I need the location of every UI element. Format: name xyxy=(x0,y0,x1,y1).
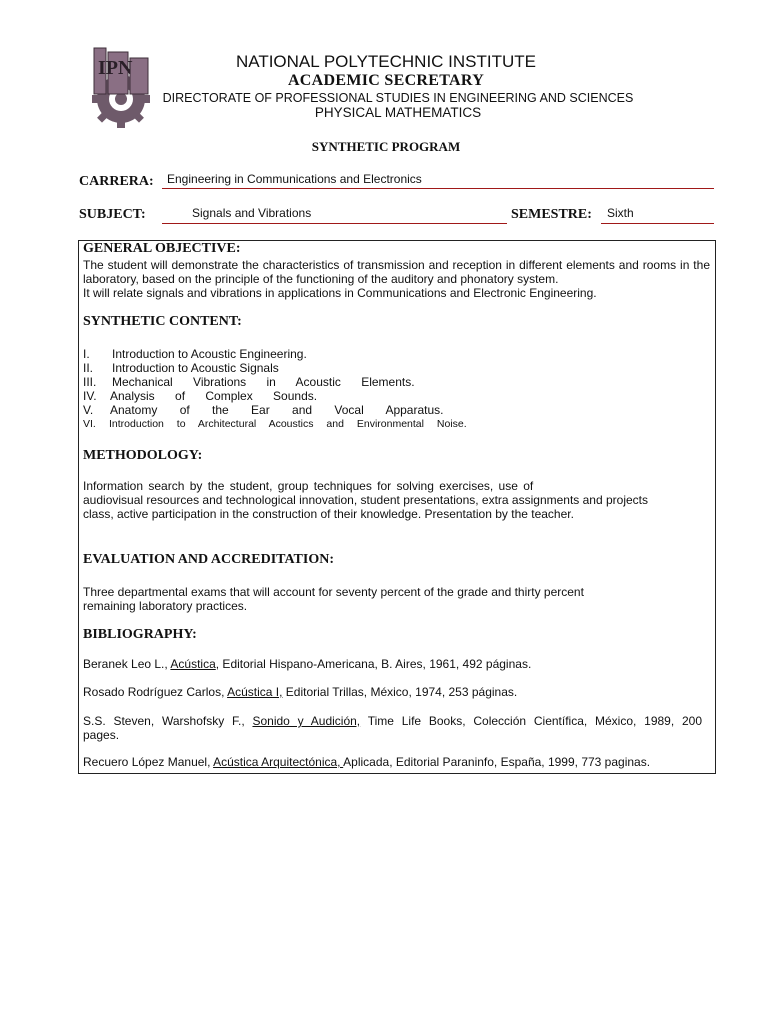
bibliography-entry xyxy=(83,755,650,769)
subject-value: Signals and Vibrations xyxy=(192,206,312,220)
content-item-number: I. xyxy=(83,347,90,361)
content-item-number: V. xyxy=(83,403,94,417)
semester-value: Sixth xyxy=(607,206,634,220)
logo-lettering: IPN xyxy=(98,57,133,79)
evaluation-line: remaining laboratory practices. xyxy=(83,599,248,613)
general-objective-line: The student will demonstrate the characteristics of transmission and reception in different elements and rooms in the xyxy=(83,258,710,272)
bibliography-entry xyxy=(83,714,702,728)
content-item-text: Mechanical Vibrations in Acoustic Elements. xyxy=(112,375,415,389)
content-item xyxy=(83,375,415,389)
general-objective-heading: GENERAL OBJECTIVE: xyxy=(83,241,241,256)
general-objective-line: It will relate signals and vibrations in applications in Communications and Electronic Engineering. xyxy=(83,286,597,300)
subject-label: SUBJECT: xyxy=(79,207,146,222)
content-item xyxy=(83,389,317,403)
content-item-text: Introduction to Architectural Acoustics and Environmental Noise. xyxy=(109,418,467,430)
content-item-number: III. xyxy=(83,375,97,389)
content-item-number: II. xyxy=(83,361,94,375)
content-item-text: Introduction to Acoustic Engineering. xyxy=(112,347,307,361)
methodology-heading: METHODOLOGY: xyxy=(83,448,203,463)
bib-title: Sonido y Audición, xyxy=(252,714,361,728)
career-field xyxy=(162,172,714,189)
career-value: Engineering in Communications and Electronics xyxy=(167,172,422,186)
subject-field xyxy=(162,206,507,224)
content-item xyxy=(83,403,443,417)
bibliography-entry xyxy=(83,685,517,699)
methodology-line: Information search by the student, group techniques for solving exercises, use of xyxy=(83,479,534,493)
content-item xyxy=(83,361,279,375)
bib-details: Aplicada, Editorial Paraninfo, España, 1999, 773 paginas. xyxy=(343,755,651,769)
methodology-line: audiovisual resources and technological innovation, student presentations, extra assignments and projects xyxy=(83,493,649,507)
content-item-number: VI. xyxy=(83,418,96,430)
bib-title: Acústica I, xyxy=(227,685,283,699)
program-title: SYNTHETIC PROGRAM xyxy=(311,139,461,154)
bibliography-heading: BIBLIOGRAPHY: xyxy=(83,627,197,642)
bib-details: , Editorial Hispano-Americana, B. Aires, 1961, 492 páginas. xyxy=(215,657,532,671)
bibliography-entry-continuation: pages. xyxy=(83,728,120,742)
bib-details: Editorial Trillas, México, 1974, 253 páginas. xyxy=(282,685,518,699)
secretary-name: ACADEMIC SECRETARY xyxy=(287,72,485,89)
content-item-number: IV. xyxy=(83,389,97,403)
bib-author: Recuero López Manuel, xyxy=(83,755,214,769)
bib-author: Beranek Leo L., xyxy=(83,657,171,671)
semester-field xyxy=(601,206,714,224)
bib-title: Acústica Arquitectónica, xyxy=(213,755,344,769)
content-item xyxy=(83,347,307,361)
semester-label: SEMESTRE: xyxy=(511,207,592,222)
evaluation-heading: EVALUATION AND ACCREDITATION: xyxy=(83,552,335,567)
bib-author: S.S. Steven, Warshofsky F., xyxy=(83,714,253,728)
general-objective-line: laboratory, based on the principle of the functioning of the auditory and phonatory system. xyxy=(83,272,559,286)
institution-name: NATIONAL POLYTECHNIC INSTITUTE xyxy=(235,52,537,71)
content-item-text: Anatomy of the Ear and Vocal Apparatus. xyxy=(110,403,444,417)
career-label: CARRERA: xyxy=(79,174,154,189)
bib-title: Acústica xyxy=(170,657,216,671)
evaluation-line: Three departmental exams that will account for seventy percent of the grade and thirty percent xyxy=(83,585,584,599)
bib-author: Rosado Rodríguez Carlos, xyxy=(83,685,228,699)
content-item-text: Analysis of Complex Sounds. xyxy=(110,389,318,403)
content-item-text: Introduction to Acoustic Signals xyxy=(112,361,279,375)
methodology-line: class, active participation in the construction of their knowledge. Presentation by the teacher. xyxy=(83,507,574,521)
bib-details: Time Life Books, Colección Científica, México, 1989, 200 xyxy=(360,714,702,728)
bibliography-entry xyxy=(83,657,531,671)
synthetic-content-heading: SYNTHETIC CONTENT: xyxy=(83,314,242,329)
content-item xyxy=(83,417,467,431)
directorate-name: DIRECTORATE OF PROFESSIONAL STUDIES IN ENGINEERING AND SCIENCES xyxy=(162,91,634,105)
department-name: PHYSICAL MATHEMATICS xyxy=(314,105,482,120)
